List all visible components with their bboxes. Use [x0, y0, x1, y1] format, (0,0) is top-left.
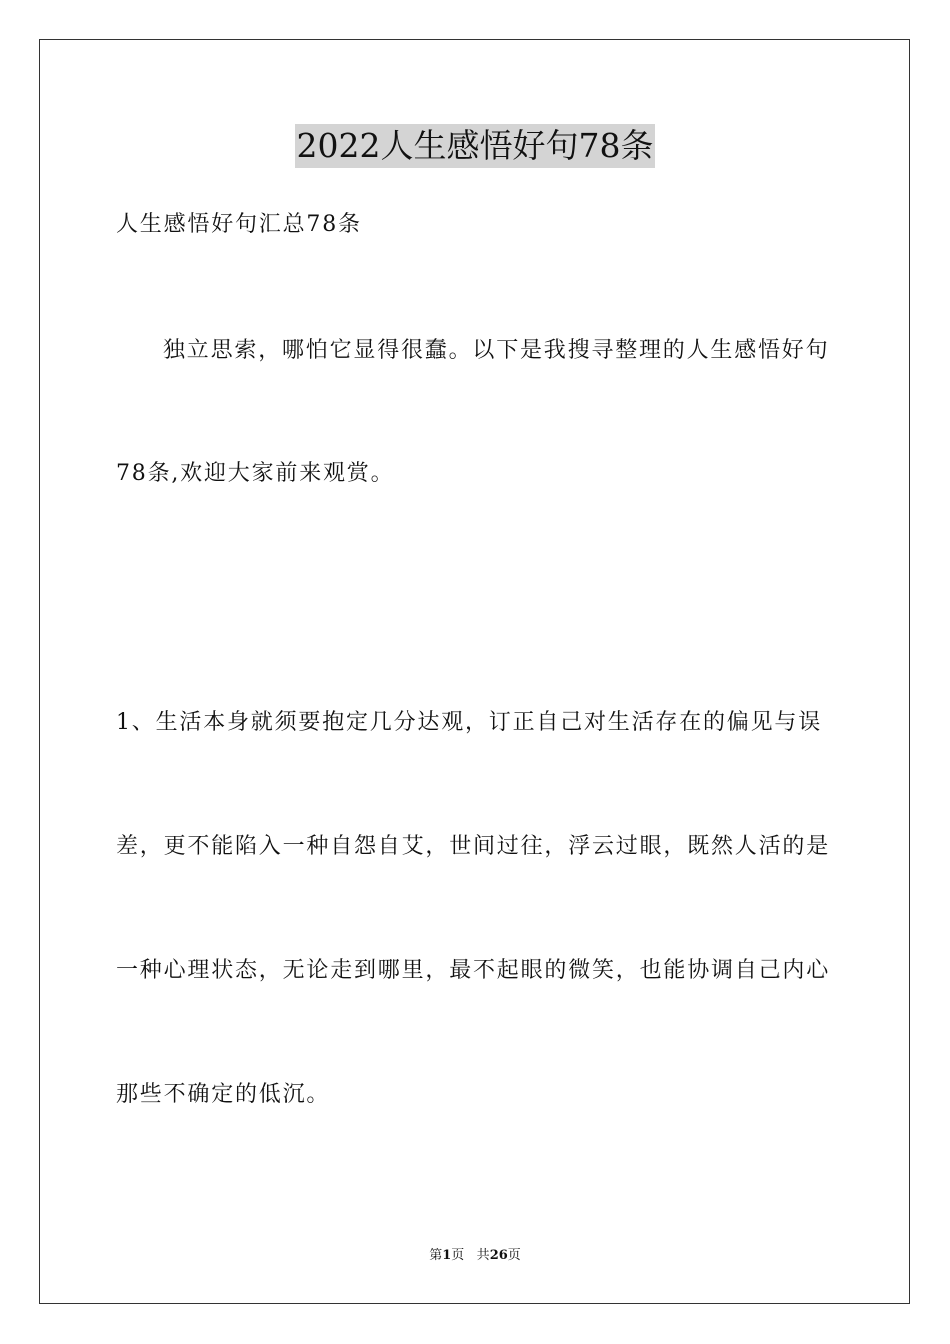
footer-page-number: 1 [442, 1248, 452, 1263]
footer-total-prefix: 共 [476, 1248, 490, 1263]
item-1-line-3: 一种心理状态，无论走到哪里，最不起眼的微笑，也能协调自己内心 [116, 958, 831, 983]
footer-page-prefix: 第 [429, 1248, 443, 1263]
item-1-line-2: 差，更不能陷入一种自怨自艾，世间过往，浮云过眼，既然人活的是 [116, 834, 831, 859]
document-title: 2022人生感悟好句78条 [295, 124, 656, 168]
item-1-line-4: 那些不确定的低沉。 [116, 1082, 331, 1107]
footer-total-suffix: 页 [507, 1248, 521, 1263]
intro-line-2: 78条,欢迎大家前来观赏。 [116, 461, 395, 486]
item-1-line-1: 1、生活本身就须要抱定几分达观，订正自己对生活存在的偏见与误 [116, 710, 822, 735]
document-subtitle: 人生感悟好句汇总78条 [116, 212, 362, 237]
page-footer [0, 1247, 950, 1265]
title-container [0, 124, 950, 168]
footer-total-pages: 26 [489, 1248, 508, 1263]
footer-page-mid: 页 [451, 1248, 465, 1263]
intro-line-1: 独立思索，哪怕它显得很蠢。以下是我搜寻整理的人生感悟好句 [163, 338, 830, 363]
